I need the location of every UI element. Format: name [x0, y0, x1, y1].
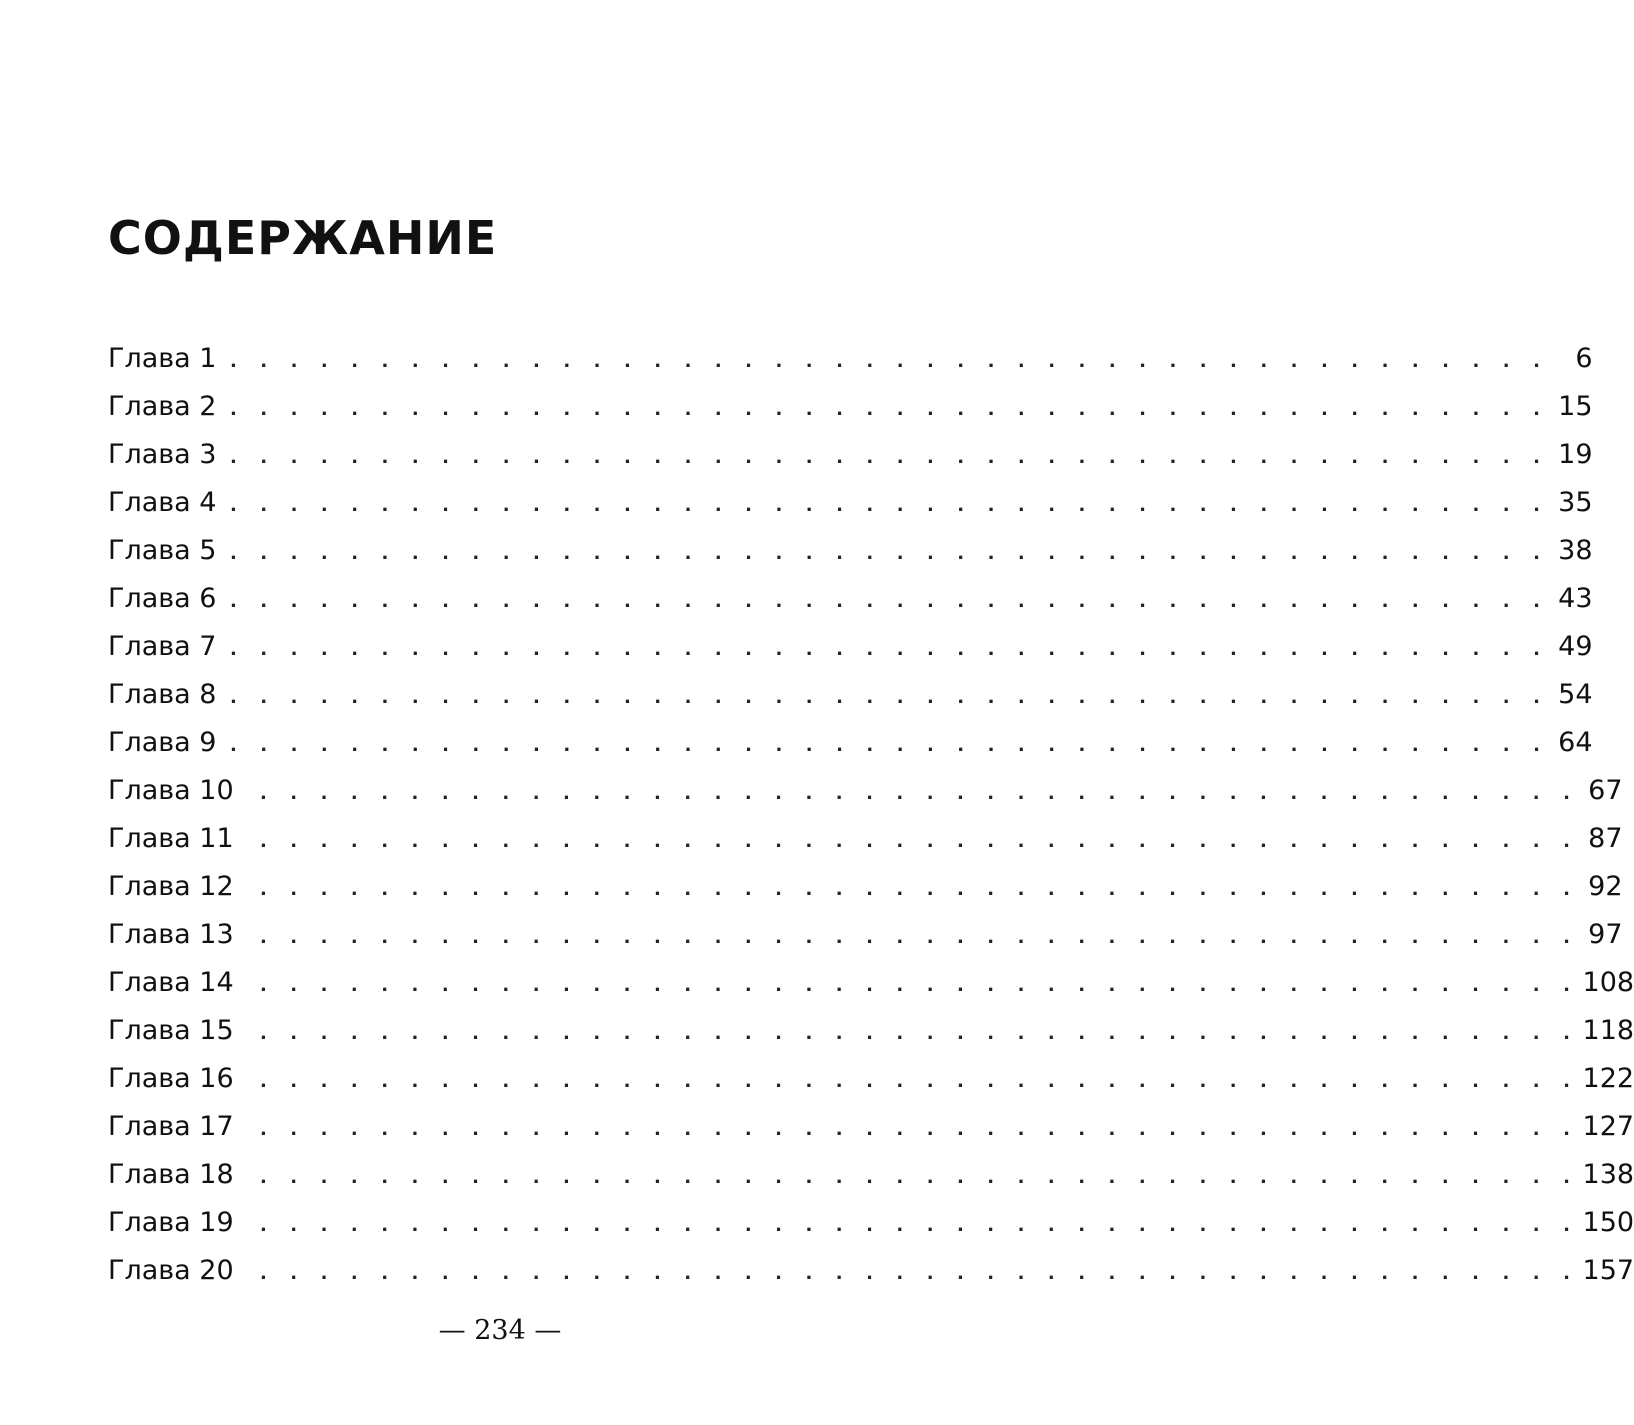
toc-entry	[108, 382, 1593, 430]
toc-entry-page: 19	[1558, 439, 1593, 470]
toc-entry-label: Глава 8	[108, 679, 217, 710]
toc-entry	[108, 430, 1593, 478]
toc-entry-page: 35	[1558, 487, 1593, 518]
toc-dot-leader: . . . . . . . . . . . . . . . . . . . . . . . . . . . . . . . . . . . . . . . . . . . .	[230, 447, 1549, 468]
toc-entry	[108, 574, 1593, 622]
toc-entry-page: 157	[1582, 1255, 1634, 1286]
toc-entry-label: Глава 18	[108, 1159, 234, 1190]
table-of-contents	[108, 334, 1634, 1294]
toc-dot-leader: . . . . . . . . . . . . . . . . . . . . . . . . . . . . . . . . . . . . . . . . . . . .	[230, 687, 1549, 708]
toc-entry-label: Глава 5	[108, 535, 217, 566]
toc-entry	[108, 814, 1623, 862]
toc-dot-leader: . . . . . . . . . . . . . . . . . . . . . . . . . . . . . . . . . . . . . . . . . . . .	[260, 879, 1579, 900]
toc-dot-leader: . . . . . . . . . . . . . . . . . . . . . . . . . . . . . . . . . . . . . . . . . . . .	[260, 831, 1579, 852]
toc-entry-page: 122	[1582, 1063, 1634, 1094]
toc-entry	[108, 1006, 1634, 1054]
toc-dot-leader: . . . . . . . . . . . . . . . . . . . . . . . . . . . . . . . . . . . . . . . . . . . .	[230, 351, 1549, 372]
toc-entry-label: Глава 3	[108, 439, 217, 470]
toc-entry-page: 118	[1582, 1015, 1634, 1046]
toc-dot-leader: . . . . . . . . . . . . . . . . . . . . . . . . . . . . . . . . . . . . . . . . . . . .	[260, 927, 1579, 948]
toc-entry	[108, 670, 1593, 718]
toc-entry-page: 138	[1582, 1159, 1634, 1190]
toc-entry	[108, 334, 1593, 382]
toc-dot-leader: . . . . . . . . . . . . . . . . . . . . . . . . . . . . . . . . . . . . . . . . . . . .	[260, 1023, 1579, 1044]
toc-dot-leader: . . . . . . . . . . . . . . . . . . . . . . . . . . . . . . . . . . . . . . . . . . . .	[260, 1167, 1579, 1188]
toc-entry	[108, 910, 1623, 958]
toc-entry-label: Глава 15	[108, 1015, 234, 1046]
toc-entry	[108, 718, 1593, 766]
toc-entry-label: Глава 12	[108, 871, 234, 902]
toc-entry	[108, 622, 1593, 670]
toc-entry-label: Глава 2	[108, 391, 217, 422]
toc-entry-label: Глава 4	[108, 487, 217, 518]
toc-dot-leader: . . . . . . . . . . . . . . . . . . . . . . . . . . . . . . . . . . . . . . . . . . . .	[230, 591, 1549, 612]
toc-dot-leader: . . . . . . . . . . . . . . . . . . . . . . . . . . . . . . . . . . . . . . . . . . . .	[260, 783, 1579, 804]
toc-entry-page: 67	[1588, 775, 1623, 806]
toc-dot-leader: . . . . . . . . . . . . . . . . . . . . . . . . . . . . . . . . . . . . . . . . . . . .	[230, 399, 1549, 420]
toc-entry-page: 49	[1558, 631, 1593, 662]
toc-dot-leader: . . . . . . . . . . . . . . . . . . . . . . . . . . . . . . . . . . . . . . . . . . . .	[260, 1215, 1579, 1236]
toc-dot-leader: . . . . . . . . . . . . . . . . . . . . . . . . . . . . . . . . . . . . . . . . . . . .	[230, 543, 1549, 564]
toc-entry-page: 92	[1588, 871, 1623, 902]
toc-entry-label: Глава 19	[108, 1207, 234, 1238]
toc-dot-leader: . . . . . . . . . . . . . . . . . . . . . . . . . . . . . . . . . . . . . . . . . . . .	[260, 1119, 1579, 1140]
toc-entry-label: Глава 1	[108, 343, 217, 374]
toc-entry-label: Глава 11	[108, 823, 234, 854]
toc-entry	[108, 862, 1623, 910]
toc-entry-page: 38	[1558, 535, 1593, 566]
toc-dot-leader: . . . . . . . . . . . . . . . . . . . . . . . . . . . . . . . . . . . . . . . . . . . .	[230, 495, 1549, 516]
toc-entry	[108, 1150, 1634, 1198]
toc-entry-label: Глава 7	[108, 631, 217, 662]
toc-dot-leader: . . . . . . . . . . . . . . . . . . . . . . . . . . . . . . . . . . . . . . . . . . . .	[230, 735, 1549, 756]
toc-entry	[108, 1198, 1634, 1246]
toc-entry	[108, 526, 1593, 574]
toc-entry	[108, 766, 1623, 814]
toc-entry-page: 150	[1582, 1207, 1634, 1238]
toc-entry-page: 15	[1558, 391, 1593, 422]
toc-entry-page: 97	[1588, 919, 1623, 950]
toc-entry	[108, 1246, 1634, 1294]
page-title: СОДЕРЖАНИЕ	[108, 211, 498, 265]
toc-dot-leader: . . . . . . . . . . . . . . . . . . . . . . . . . . . . . . . . . . . . . . . . . . . .	[260, 1071, 1579, 1092]
toc-entry-page: 64	[1558, 727, 1593, 758]
toc-entry	[108, 1102, 1634, 1150]
toc-entry-label: Глава 13	[108, 919, 234, 950]
toc-dot-leader: . . . . . . . . . . . . . . . . . . . . . . . . . . . . . . . . . . . . . . . . . . . .	[230, 639, 1549, 660]
page-number: — 234 —	[438, 1315, 562, 1346]
toc-entry-label: Глава 10	[108, 775, 234, 806]
toc-entry-label: Глава 6	[108, 583, 217, 614]
toc-entry-label: Глава 17	[108, 1111, 234, 1142]
toc-entry-label: Глава 20	[108, 1255, 234, 1286]
toc-entry	[108, 958, 1634, 1006]
toc-entry-page: 6	[1575, 343, 1593, 374]
toc-entry-page: 54	[1558, 679, 1593, 710]
toc-dot-leader: . . . . . . . . . . . . . . . . . . . . . . . . . . . . . . . . . . . . . . . . . . . .	[260, 975, 1579, 996]
toc-entry	[108, 1054, 1634, 1102]
toc-entry-page: 43	[1558, 583, 1593, 614]
toc-entry-page: 87	[1588, 823, 1623, 854]
toc-entry-label: Глава 9	[108, 727, 217, 758]
toc-dot-leader: . . . . . . . . . . . . . . . . . . . . . . . . . . . . . . . . . . . . . . . . . . . .	[260, 1263, 1579, 1284]
toc-entry-page: 108	[1582, 967, 1634, 998]
toc-entry-page: 127	[1582, 1111, 1634, 1142]
toc-entry-label: Глава 16	[108, 1063, 234, 1094]
toc-entry	[108, 478, 1593, 526]
toc-entry-label: Глава 14	[108, 967, 234, 998]
